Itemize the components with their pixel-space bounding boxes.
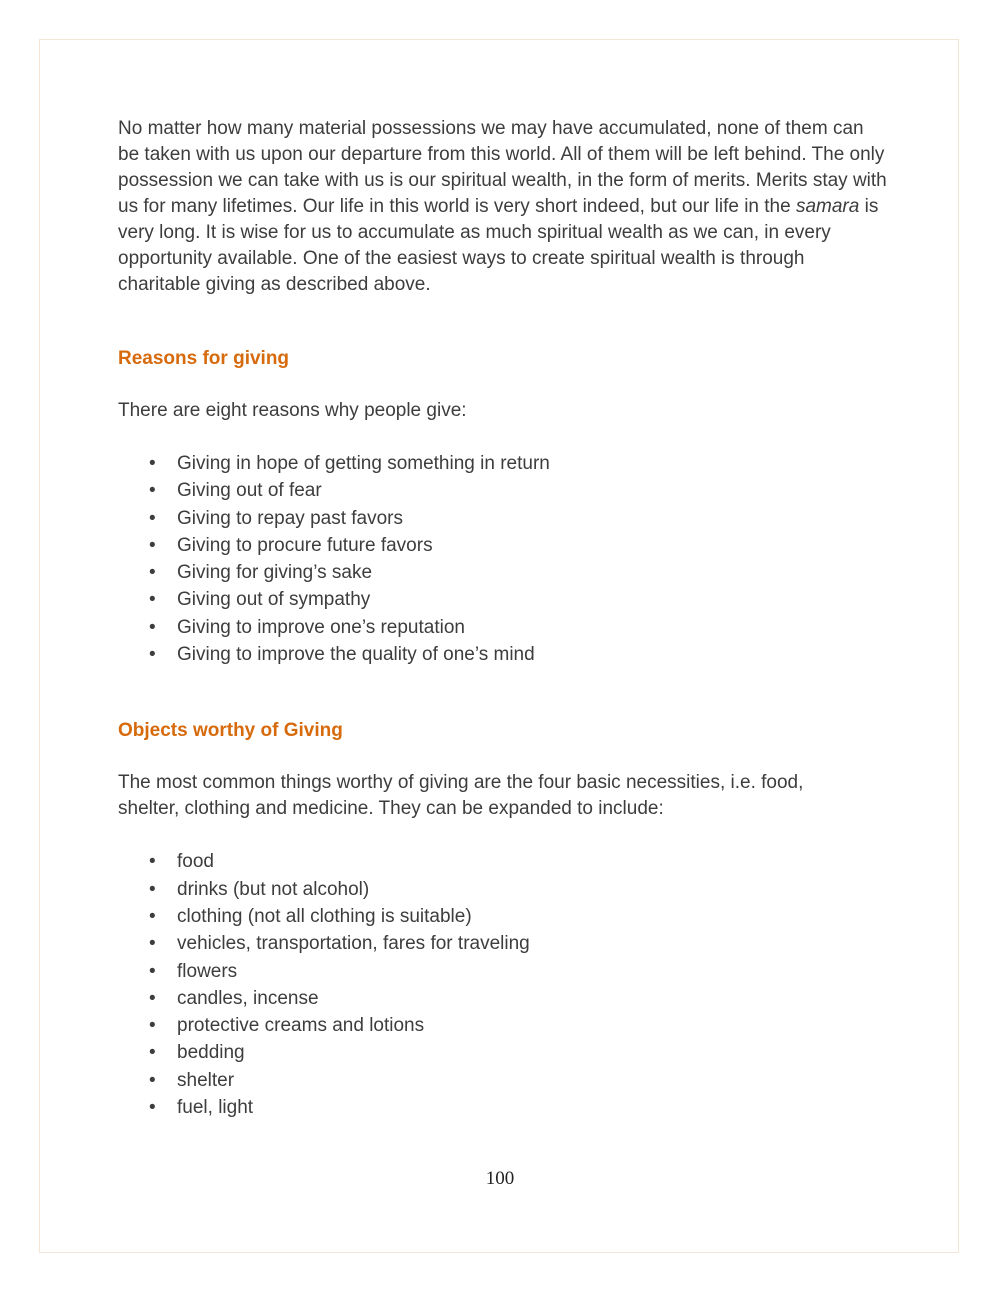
bullet-icon: • [149, 905, 156, 927]
list-item: • Giving to improve one’s reputation [118, 614, 898, 641]
list-item: • Giving out of fear [118, 477, 898, 504]
bullet-icon: • [149, 453, 156, 474]
page-number: 100 [485, 1168, 515, 1189]
intro-paragraph [118, 116, 888, 298]
bullet-icon: • [149, 562, 156, 584]
bullet-icon: • [149, 589, 156, 611]
reasons-intro: There are eight reasons why people give: [118, 400, 467, 421]
list-item: • bedding [118, 1039, 898, 1066]
bullet-icon: • [149, 1097, 156, 1119]
intro-text-start: No matter how many material possessions we may have accumulated, none of them can be taken with us upon our departure from this world. All of them will be left behind. The only possession we can take with us is our spiritual wealth, in the form of merits. Merits stay with us for many lifetimes. Our life in this world is very short indeed, but our life in the [118, 118, 887, 217]
list-item: • Giving to procure future favors [118, 532, 898, 559]
intro-text-end: is very long. It is wise for us to accumulate as much spiritual wealth as we can, in every opportunity available. One of the easiest ways to create spiritual wealth is through charitable giving as described above. [118, 196, 879, 295]
list-item: • clothing (not all clothing is suitable) [118, 903, 898, 930]
bullet-icon: • [149, 878, 156, 900]
bullet-icon: • [149, 534, 156, 556]
reasons-list [118, 450, 898, 668]
bullet-icon: • [149, 1069, 156, 1091]
list-item: • Giving in hope of getting something in return [118, 450, 898, 477]
list-item: • Giving to repay past favors [118, 505, 898, 532]
page-content [118, 116, 898, 1121]
objects-list [118, 848, 898, 1121]
list-item: • flowers [118, 958, 898, 985]
list-item: • Giving out of sympathy [118, 586, 898, 613]
bullet-icon: • [149, 960, 156, 982]
list-item: • food [118, 848, 898, 875]
bullet-icon: • [149, 1042, 156, 1064]
bullet-icon: • [149, 644, 156, 666]
bullet-icon: • [149, 507, 156, 529]
bullet-icon: • [149, 480, 156, 502]
bullet-icon: • [149, 851, 156, 873]
list-item: • candles, incense [118, 985, 898, 1012]
bullet-icon: • [149, 933, 156, 955]
bullet-icon: • [149, 987, 156, 1009]
list-item: • Giving for giving’s sake [118, 559, 898, 586]
list-item: • shelter [118, 1067, 898, 1094]
intro-italic-term: samara [795, 196, 860, 217]
list-item: • drinks (but not alcohol) [118, 876, 898, 903]
bullet-icon: • [149, 1015, 156, 1037]
objects-heading: Objects worthy of Giving [118, 720, 343, 742]
list-item: • fuel, light [118, 1094, 898, 1121]
list-item: • protective creams and lotions [118, 1012, 898, 1039]
list-item: • vehicles, transportation, fares for traveling [118, 930, 898, 957]
reasons-heading: Reasons for giving [118, 348, 290, 369]
objects-intro: The most common things worthy of giving are the four basic necessities, i.e. food, shelter, clothing and medicine. They can be expanded to include: [118, 772, 804, 820]
bullet-icon: • [149, 616, 156, 638]
list-item: • Giving to improve the quality of one’s mind [118, 641, 898, 668]
